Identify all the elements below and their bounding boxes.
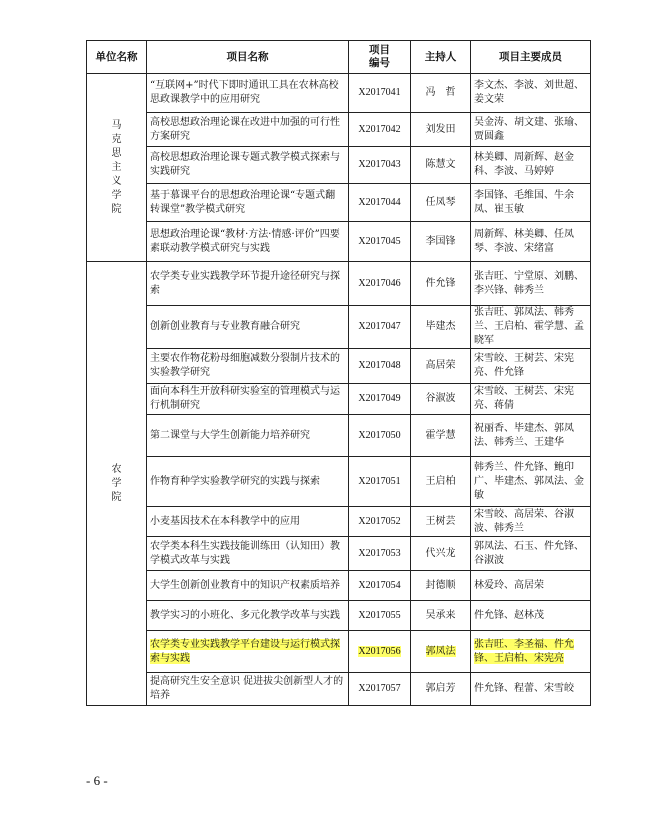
project-code-cell xyxy=(349,113,411,147)
table-row xyxy=(87,415,591,457)
project-name-text: 面向本科生开放科研实验室的管理模式与运行机制研究 xyxy=(150,386,340,411)
project-name-cell xyxy=(147,507,349,537)
host-text: 郭启芳 xyxy=(425,683,456,694)
project-name-cell xyxy=(147,384,349,415)
table-row xyxy=(87,184,591,222)
host-text: 毕建杰 xyxy=(425,321,456,332)
host-cell xyxy=(411,571,471,601)
project-name-text: 农学类专业实践教学平台建设与运行模式探索与实践 xyxy=(150,638,340,664)
project-code-cell xyxy=(349,415,411,457)
members-text: 宋雪皎、王树芸、宋宪亮、蒋倩 xyxy=(474,386,574,411)
header-members: 项目主要成员 xyxy=(471,41,591,74)
table-row xyxy=(87,349,591,384)
header-host: 主持人 xyxy=(411,41,471,74)
members-cell xyxy=(471,262,591,306)
project-name-text: 第二课堂与大学生创新能力培养研究 xyxy=(150,429,310,441)
project-code-text: X2017052 xyxy=(358,515,401,527)
host-cell xyxy=(411,262,471,306)
project-name-text: 农学类本科生实践技能训练田（认知田）教学模式改革与实践 xyxy=(150,540,340,566)
project-name-text: 教学实习的小班化、多元化教学改革与实践 xyxy=(150,609,340,621)
table-row xyxy=(87,74,591,113)
project-name-text: 主要农作物花粉母细胞减数分裂制片技术的实验教学研究 xyxy=(150,353,340,378)
project-code-text: X2017045 xyxy=(358,235,401,247)
project-name-cell xyxy=(147,631,349,673)
project-name-text: 农学类专业实践教学环节提升途径研究与探索 xyxy=(150,270,340,296)
host-text: 王启柏 xyxy=(425,475,456,487)
project-code-text: X2017044 xyxy=(358,196,401,208)
members-cell xyxy=(471,415,591,457)
host-cell xyxy=(411,384,471,415)
host-text: 李国锋 xyxy=(425,235,456,247)
host-text: 郭凤法 xyxy=(425,645,456,657)
members-cell xyxy=(471,571,591,601)
members-cell xyxy=(471,457,591,507)
project-name-text: 作物育种学实验教学研究的实践与探索 xyxy=(150,475,320,487)
project-name-cell xyxy=(147,673,349,706)
project-name-cell xyxy=(147,601,349,631)
project-name-text: 高校思想政治理论课在改进中加强的可行性方案研究 xyxy=(150,116,340,142)
host-text: 封德顺 xyxy=(425,579,456,591)
members-cell xyxy=(471,74,591,113)
host-text: 任凤琴 xyxy=(425,196,456,208)
host-text: 王树芸 xyxy=(425,515,456,527)
host-cell xyxy=(411,222,471,262)
host-text: 件允锋 xyxy=(425,277,456,289)
host-cell xyxy=(411,673,471,706)
project-code-text: X2017043 xyxy=(358,159,401,170)
host-text: 代兴龙 xyxy=(425,547,456,559)
table-row xyxy=(87,673,591,706)
members-cell xyxy=(471,384,591,415)
header-project-code: 项目 编号 xyxy=(349,41,411,74)
project-code-text: X2017054 xyxy=(358,579,401,591)
table-row xyxy=(87,262,591,306)
members-text: 宋雪皎、王树芸、宋宪亮、件允锋 xyxy=(474,353,574,378)
members-cell xyxy=(471,306,591,349)
project-name-cell xyxy=(147,571,349,601)
project-name-cell xyxy=(147,74,349,113)
project-code-cell xyxy=(349,349,411,384)
host-text: 霍学慧 xyxy=(425,429,456,441)
project-code-text: X2017049 xyxy=(358,393,401,404)
host-cell xyxy=(411,74,471,113)
project-name-text: 提高研究生安全意识 促进拔尖创新型人才的培养 xyxy=(150,676,344,701)
members-text: 李文杰、李波、刘世超、姜文荣 xyxy=(474,80,584,105)
project-code-cell xyxy=(349,537,411,571)
page-number: - 6 - xyxy=(86,773,108,788)
host-text: 陈慧文 xyxy=(425,159,456,170)
members-text: 件允锋、赵林茂 xyxy=(474,609,544,621)
project-name-cell xyxy=(147,113,349,147)
project-code-cell xyxy=(349,74,411,113)
unit-cell: 马 克 思 主 义 学 院 xyxy=(87,74,147,262)
members-text: 件允锋、程蕾、宋雪皎 xyxy=(474,683,574,694)
members-text: 张吉旺、宁堂原、刘鹏、李兴锋、韩秀兰 xyxy=(474,270,584,296)
project-code-cell xyxy=(349,306,411,349)
project-name-cell xyxy=(147,349,349,384)
project-code-text: X2017046 xyxy=(358,277,401,289)
host-cell xyxy=(411,601,471,631)
members-text: 韩秀兰、件允锋、鲍印广、毕建杰、郭凤法、金敏 xyxy=(474,461,584,501)
project-code-cell xyxy=(349,222,411,262)
table-row xyxy=(87,222,591,262)
project-code-text: X2017057 xyxy=(358,683,401,694)
project-name-cell xyxy=(147,415,349,457)
project-name-cell xyxy=(147,147,349,184)
host-text: 冯 哲 xyxy=(425,87,456,98)
project-code-cell xyxy=(349,571,411,601)
project-name-text: “互联网+”时代下即时通讯工具在农林高校思政课教学中的应用研究 xyxy=(150,80,339,105)
members-text: 张吉旺、郭凤法、韩秀兰、王启柏、霍学慧、孟晓军 xyxy=(474,307,584,346)
project-name-cell xyxy=(147,262,349,306)
project-name-cell xyxy=(147,306,349,349)
project-name-cell xyxy=(147,537,349,571)
table-row xyxy=(87,457,591,507)
members-cell xyxy=(471,537,591,571)
members-cell xyxy=(471,184,591,222)
host-cell xyxy=(411,113,471,147)
host-cell xyxy=(411,349,471,384)
members-text: 宋雪皎、高居荣、谷淑波、韩秀兰 xyxy=(474,508,574,534)
project-name-text: 大学生创新创业教育中的知识产权素质培养 xyxy=(150,579,340,591)
project-code-cell xyxy=(349,457,411,507)
members-text: 林爱玲、高居荣 xyxy=(474,579,544,591)
host-cell xyxy=(411,457,471,507)
project-name-text: 高校思想政治理论课专题式教学模式探索与实践研究 xyxy=(150,152,340,177)
project-name-text: 小麦基因技术在本科教学中的应用 xyxy=(150,515,300,527)
project-code-cell xyxy=(349,384,411,415)
members-cell xyxy=(471,601,591,631)
project-code-text: X2017050 xyxy=(358,429,401,441)
members-cell xyxy=(471,113,591,147)
project-code-text: X2017041 xyxy=(358,87,401,98)
host-cell xyxy=(411,507,471,537)
members-text: 郭凤法、石玉、件允锋、谷淑波 xyxy=(474,540,584,566)
members-text: 吴金涛、胡文建、张瑜、贾圆鑫 xyxy=(474,116,584,142)
members-cell xyxy=(471,673,591,706)
host-text: 高居荣 xyxy=(425,360,456,371)
host-cell xyxy=(411,415,471,457)
project-code-cell xyxy=(349,673,411,706)
table-row xyxy=(87,113,591,147)
members-text: 李国锋、毛维国、牛余凤、崔玉敏 xyxy=(474,189,574,215)
members-cell xyxy=(471,349,591,384)
members-cell xyxy=(471,507,591,537)
table-row xyxy=(87,537,591,571)
host-text: 刘发田 xyxy=(425,123,456,135)
table-row xyxy=(87,147,591,184)
header-project-name: 项目名称 xyxy=(147,41,349,74)
table-row xyxy=(87,384,591,415)
project-code-cell xyxy=(349,507,411,537)
table-row xyxy=(87,601,591,631)
project-name-text: 创新创业教育与专业教育融合研究 xyxy=(150,321,300,332)
header-unit: 单位名称 xyxy=(87,41,147,74)
table-row xyxy=(87,571,591,601)
members-text: 周新辉、林美卿、任凤琴、李波、宋绪富 xyxy=(474,228,574,254)
project-table xyxy=(86,40,591,706)
project-name-cell xyxy=(147,457,349,507)
project-code-text: X2017051 xyxy=(358,475,401,487)
project-name-text: 思想政治理论课“教材·方法·情感·评价”四要素联动教学模式研究与实践 xyxy=(150,228,340,254)
project-code-text: X2017042 xyxy=(358,123,401,135)
host-text: 谷淑波 xyxy=(425,393,456,404)
members-cell xyxy=(471,222,591,262)
project-name-text: 基于慕课平台的思想政治理论课“专题式翻转课堂”教学模式研究 xyxy=(150,189,336,215)
project-code-cell xyxy=(349,631,411,673)
table-body xyxy=(87,74,591,706)
project-name-cell xyxy=(147,222,349,262)
table-row xyxy=(87,306,591,349)
table-header-row xyxy=(87,41,591,74)
members-text: 祝丽香、毕建杰、郭凤法、韩秀兰、王建华 xyxy=(474,422,574,448)
host-cell xyxy=(411,631,471,673)
table-row xyxy=(87,631,591,673)
project-name-cell xyxy=(147,184,349,222)
members-cell xyxy=(471,631,591,673)
members-text: 张吉旺、李圣福、件允锋、王启柏、宋宪亮 xyxy=(474,638,574,664)
project-code-cell xyxy=(349,184,411,222)
project-code-text: X2017048 xyxy=(358,360,401,371)
host-cell xyxy=(411,184,471,222)
members-cell xyxy=(471,147,591,184)
table-row xyxy=(87,507,591,537)
project-code-text: X2017056 xyxy=(358,645,401,657)
project-code-cell xyxy=(349,601,411,631)
project-code-text: X2017047 xyxy=(358,321,401,332)
host-cell xyxy=(411,537,471,571)
members-text: 林美卿、周新辉、赵金科、李波、马婷婷 xyxy=(474,152,574,177)
project-code-cell xyxy=(349,262,411,306)
project-code-cell xyxy=(349,147,411,184)
project-code-text: X2017055 xyxy=(358,609,401,621)
project-code-text: X2017053 xyxy=(358,547,401,559)
host-text: 吴承来 xyxy=(425,609,456,621)
unit-cell: 农 学 院 xyxy=(87,262,147,706)
host-cell xyxy=(411,306,471,349)
host-cell xyxy=(411,147,471,184)
